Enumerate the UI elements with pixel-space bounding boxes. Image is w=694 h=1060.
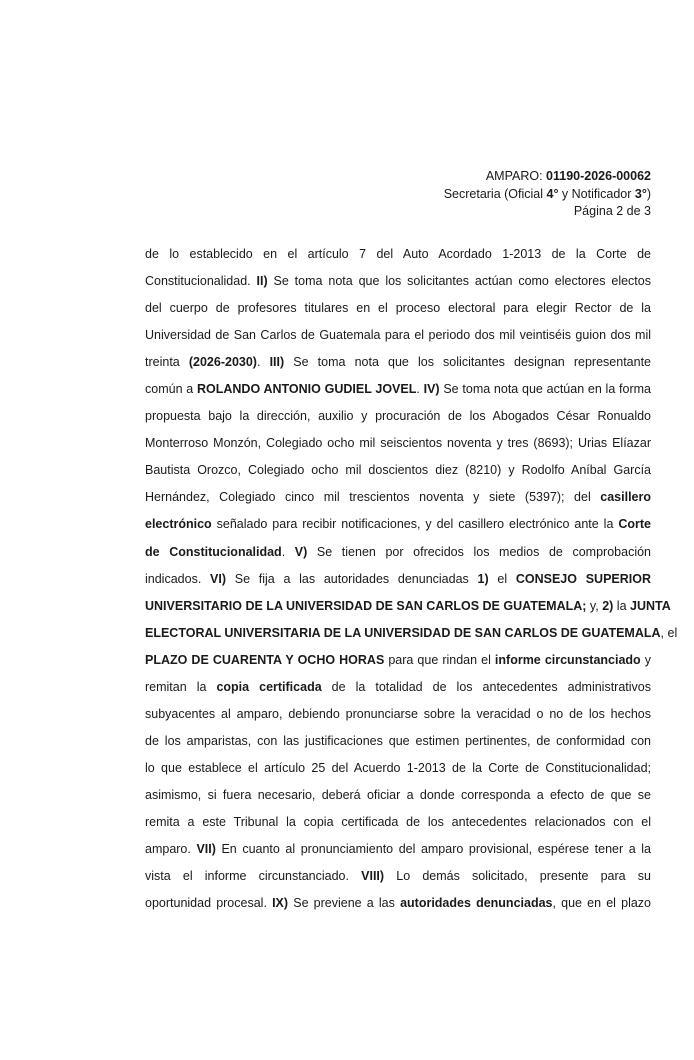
bold-text: 1) — [477, 571, 489, 586]
body-line — [145, 430, 651, 457]
body-text: lo que establece el artículo 25 del Acuerdo 1-2013 de la Corte de Constitucionalidad; — [145, 760, 651, 775]
body-text: , que en el plazo — [552, 896, 651, 911]
body-text: de la totalidad de los antecedentes administrativos — [321, 679, 651, 694]
oficial-number: 4° — [546, 186, 559, 201]
body-line — [145, 484, 651, 511]
body-text: indicados. — [145, 571, 211, 586]
body-text: Universidad de San Carlos de Guatemala para el periodo dos mil veintiséis guion dos mil — [145, 328, 651, 343]
document-header — [231, 168, 651, 221]
bold-text: ELECTORAL UNIVERSITARIA DE LA UNIVERSIDAD DE SAN CARLOS DE GUATEMALA — [145, 625, 661, 640]
body-line — [145, 755, 651, 782]
bold-text: autoridades denunciadas — [400, 896, 553, 911]
bold-text: VII) — [196, 842, 216, 857]
closing-paren: ) — [646, 186, 651, 201]
body-text: común a — [145, 382, 197, 397]
body-line — [145, 593, 671, 620]
body-line — [145, 863, 651, 890]
body-text: Constitucionalidad. — [145, 274, 257, 289]
bold-text: CONSEJO SUPERIOR — [515, 571, 651, 586]
bold-text: 2) — [602, 598, 614, 613]
body-line — [145, 647, 651, 674]
bold-text: II) — [256, 274, 268, 289]
bold-text: IX) — [272, 896, 289, 911]
bold-text: casillero — [600, 490, 651, 505]
body-text: En cuanto al pronunciamiento del amparo provisional, espérese tener a la — [215, 842, 651, 857]
body-text: de lo establecido en el artículo 7 del Auto Acordado 1-2013 de la Corte de — [145, 247, 651, 261]
body-line — [145, 566, 651, 593]
notificador-number: 3° — [634, 186, 647, 201]
body-line — [145, 890, 651, 917]
body-text: oportunidad procesal. — [145, 896, 273, 911]
body-text: vista el informe circunstanciado. — [145, 869, 362, 884]
body-text: treinta — [145, 355, 189, 370]
body-text: Hernández, Colegiado cinco mil trescientos noventa y siete (5397); del — [145, 490, 601, 505]
bold-text: informe circunstanciado — [494, 652, 641, 667]
body-text: , el — [660, 625, 678, 640]
bold-text: ROLANDO ANTONIO GUDIEL JOVEL — [196, 382, 417, 397]
case-label: AMPARO: — [485, 169, 547, 183]
body-text: Monterroso Monzón, Colegiado ocho mil seiscientos noventa y tres (8693); Urias Elíazar — [145, 436, 651, 451]
body-line — [145, 376, 651, 403]
body-line — [145, 241, 651, 268]
body-text: remitan la — [145, 679, 217, 694]
body-text: Bautista Orozco, Colegiado ocho mil doscientos diez (8210) y Rodolfo Aníbal García — [145, 463, 651, 478]
body-line — [145, 782, 651, 809]
bold-text: electrónico — [145, 517, 212, 532]
case-number-line — [231, 168, 651, 186]
body-text: propuesta bajo la dirección, auxilio y procuración de los Abogados César Ronualdo — [145, 409, 651, 424]
body-text: y — [640, 652, 651, 667]
body-line — [145, 511, 651, 538]
body-text: Se tienen por ofrecidos los medios de comprobación — [307, 544, 651, 559]
body-text: . — [256, 355, 270, 370]
body-text: amparo. — [145, 842, 197, 857]
body-line — [145, 322, 651, 349]
body-text: del cuerpo de profesores titulares en el proceso electoral para elegir Rector de la — [145, 301, 651, 316]
body-text: . — [281, 544, 295, 559]
body-line — [145, 268, 651, 295]
document-body — [145, 241, 678, 917]
page-number: Página 2 de 3 — [573, 204, 651, 218]
body-text: el — [488, 571, 516, 586]
body-text: Se toma nota que los solicitantes actúan como electores electos — [267, 274, 651, 289]
body-text: para que rindan el — [384, 652, 495, 667]
body-text: la — [613, 598, 631, 613]
body-line — [145, 809, 651, 836]
body-line — [145, 539, 651, 566]
notificador-text: y Notificador — [558, 186, 635, 201]
body-line — [145, 674, 651, 701]
body-line — [145, 295, 651, 322]
bold-text: copia certificada — [216, 679, 322, 694]
body-line — [145, 457, 651, 484]
body-line — [145, 403, 651, 430]
body-text: señalado para recibir notificaciones, y del casillero electrónico ante la — [211, 517, 619, 532]
body-line — [145, 728, 651, 755]
secretaria-line — [231, 186, 651, 204]
body-line — [145, 701, 651, 728]
bold-text: V) — [294, 544, 308, 559]
body-text: Se toma nota que actúan en la forma — [439, 382, 651, 397]
body-text: . — [416, 382, 424, 397]
bold-text: VI) — [210, 571, 226, 586]
body-text: subyacentes al amparo, debiendo pronunciarse sobre la veracidad o no de los hechos — [145, 706, 651, 721]
body-text: Se previene a las — [288, 896, 401, 911]
bold-text: JUNTA — [630, 598, 671, 613]
body-text: Se fija a las autoridades denunciadas — [226, 571, 478, 586]
bold-text: VIII) — [361, 869, 385, 884]
bold-text: UNIVERSITARIO DE LA UNIVERSIDAD DE SAN CARLOS DE GUATEMALA; — [145, 598, 587, 613]
bold-text: (2026-2030) — [188, 355, 257, 370]
bold-text: III) — [269, 355, 285, 370]
body-line — [145, 349, 651, 376]
body-text: remita a este Tribunal la copia certificada de los antecedentes relacionados con el — [145, 814, 651, 829]
secretaria-text: Secretaria (Oficial — [443, 186, 547, 201]
body-text: y, — [586, 598, 603, 613]
bold-text: Corte — [618, 517, 651, 532]
body-text: Lo demás solicitado, presente para su — [384, 869, 651, 884]
bold-text: de Constitucionalidad — [145, 544, 282, 559]
case-number: 01190-2026-00062 — [546, 169, 651, 183]
bold-text: PLAZO DE CUARENTA Y OCHO HORAS — [145, 652, 385, 667]
body-text: asimismo, si fuera necesario, deberá oficiar a donde corresponda a efecto de que se — [145, 787, 651, 802]
body-line — [145, 836, 651, 863]
body-text: Se toma nota que los solicitantes designan representante — [284, 355, 651, 370]
body-text: de los amparistas, con las justificaciones que estimen pertinentes, de conformidad con — [145, 733, 651, 748]
bold-text: IV) — [423, 382, 440, 397]
body-line — [145, 620, 678, 647]
